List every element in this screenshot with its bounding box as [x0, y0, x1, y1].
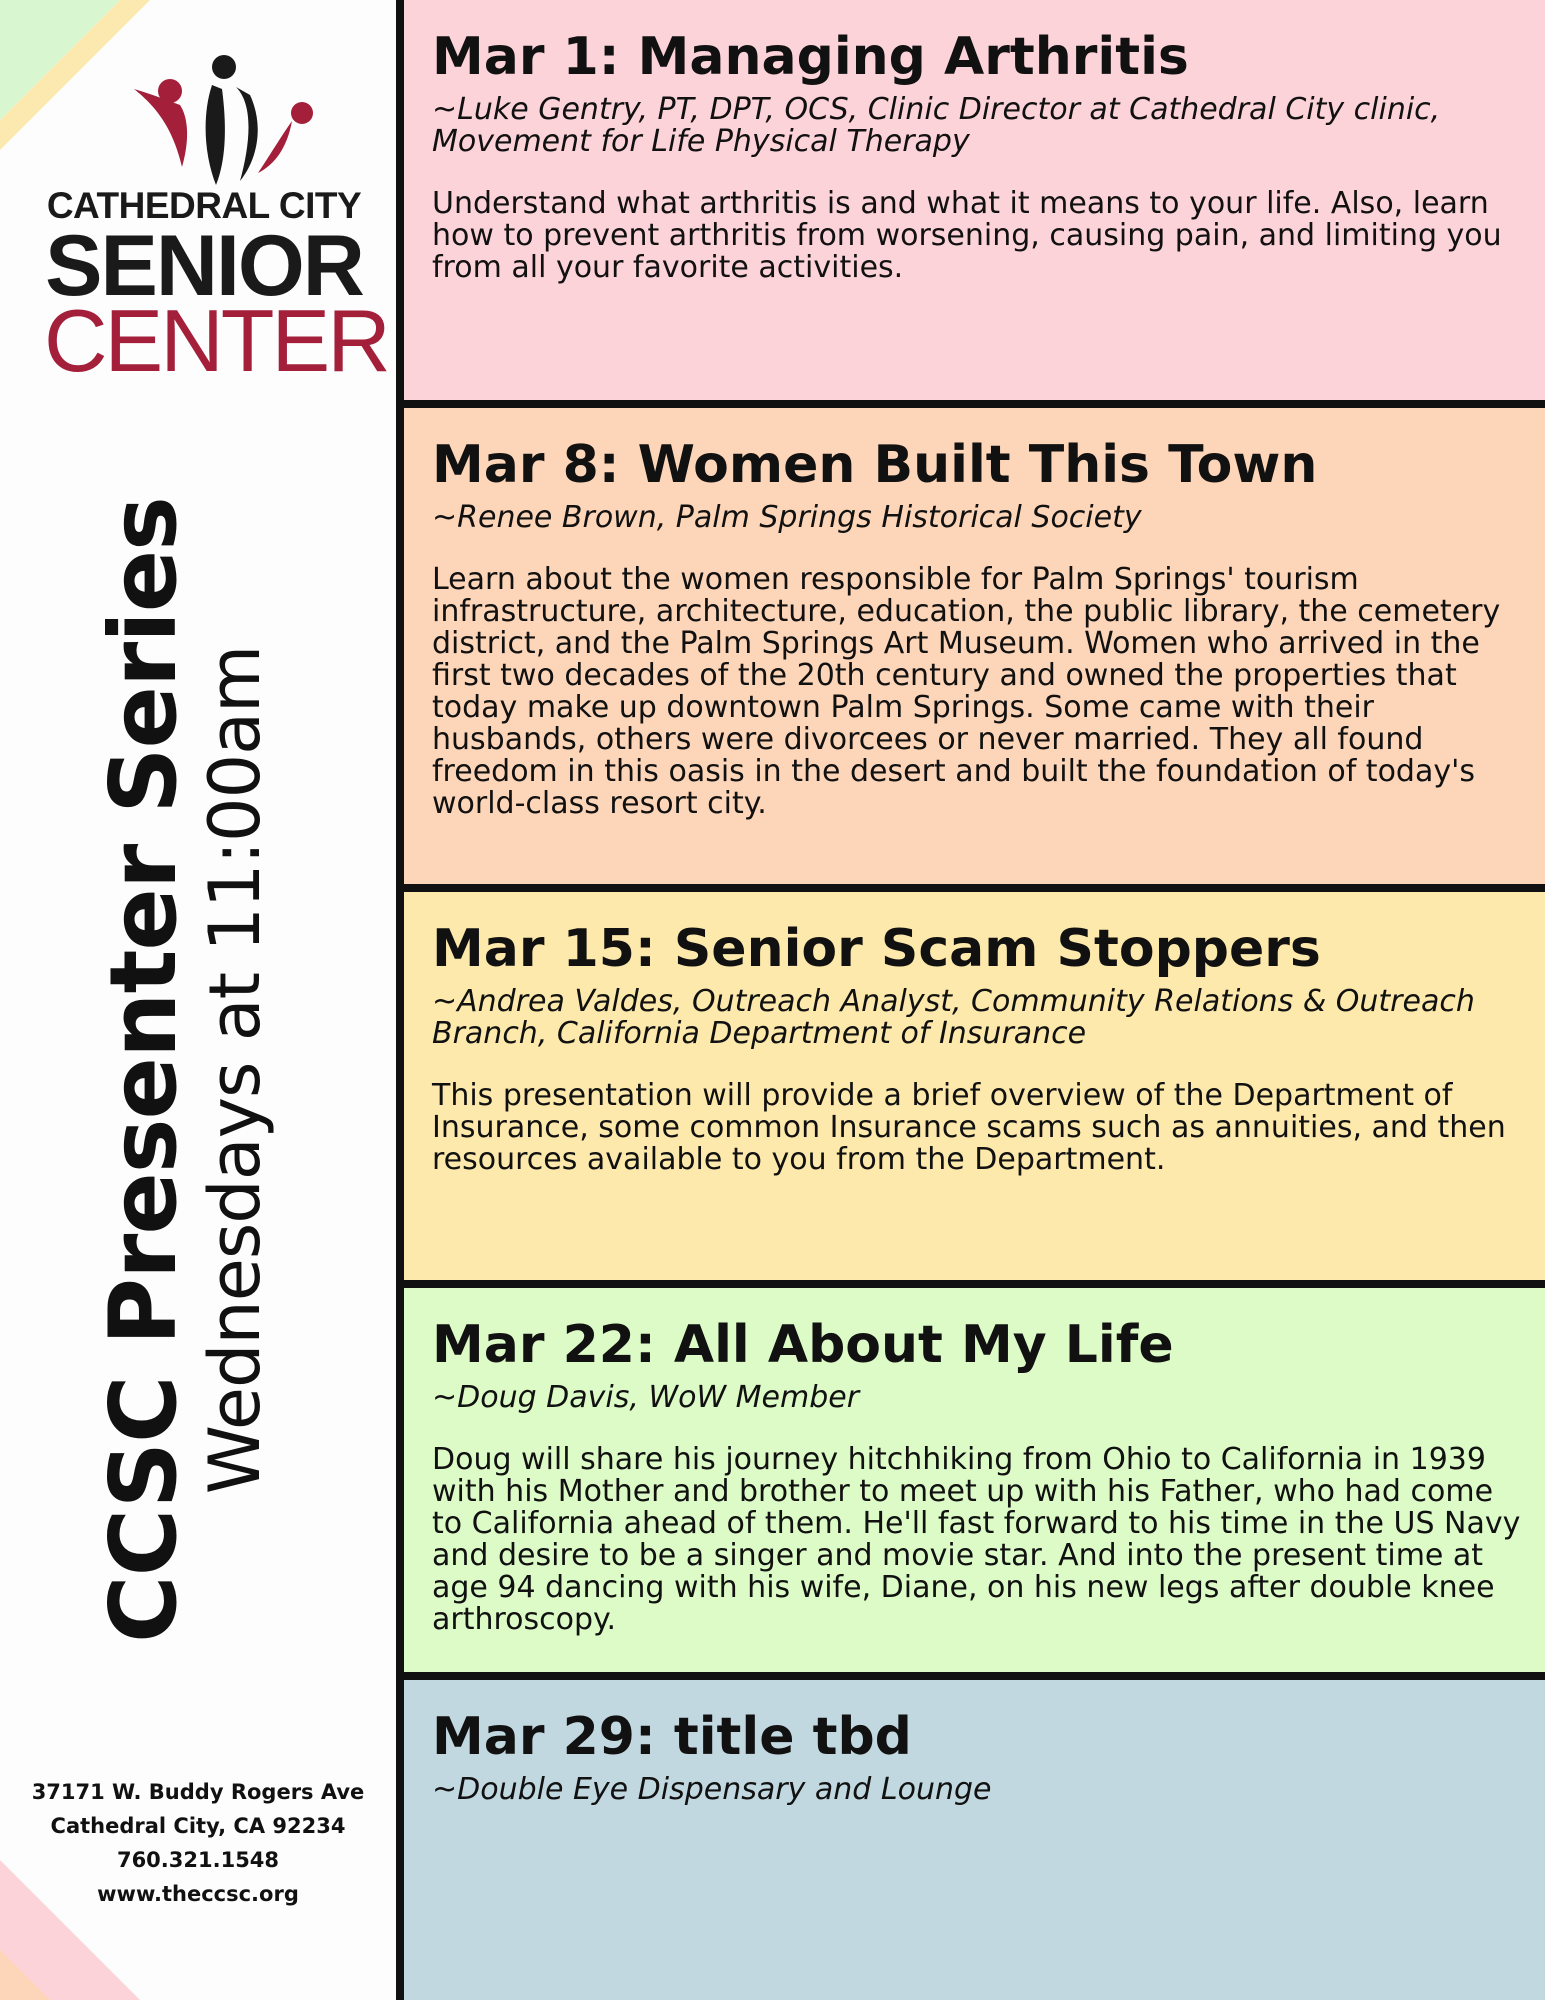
session-title: Mar 29: title tbd — [432, 1707, 912, 1767]
session-presenter: ~Renee Brown, Palm Springs Historical Society — [432, 500, 1142, 535]
phone-number: 760.321.1548 — [116, 1848, 280, 1872]
section-divider — [404, 884, 1545, 892]
section-divider — [404, 1280, 1545, 1288]
series-subtitle: Wednesdays at 11:00am — [194, 645, 276, 1495]
session-presenter: ~Luke Gentry, PT, DPT, OCS, Clinic Director at Cathedral City clinic, Movement for Life Physical Therapy — [432, 92, 1441, 159]
logo-text-line3: CENTER — [44, 291, 388, 390]
section-divider — [404, 1672, 1545, 1680]
session-title: Mar 8: Women Built This Town — [432, 435, 1318, 495]
senior-center-logo — [44, 55, 388, 390]
people-logo-icon — [124, 55, 324, 195]
session-card — [404, 408, 1545, 884]
website-link[interactable]: www.theccsc.org — [97, 1882, 299, 1906]
session-card — [404, 1680, 1545, 2000]
sidebar — [0, 0, 396, 2000]
session-card — [404, 892, 1545, 1280]
section-divider — [404, 400, 1545, 408]
contact-info — [0, 1775, 396, 1911]
session-description: Learn about the women responsible for Palm Springs' tourism infrastructure, architecture, education, the public library, the cemetery district, and the Palm Springs Art Museum. Women who arrived in the first two decades of the 20th century and owned the properties that today make up downtown Palm Springs. Some came with their husbands, others were divorcees or never married. They all found freedom in this oasis in the desert and built the foundation of today's world-class resort city. — [432, 562, 1501, 821]
session-description: This presentation will provide a brief overview of the Department of Insurance, some common Insurance scams such as annuities, and then resources available to you from the Department. — [432, 1078, 1506, 1177]
session-description: Understand what arthritis is and what it means to your life. Also, learn how to prevent arthritis from worsening, causing pain, and limiting you from all your favorite activities. — [432, 186, 1502, 285]
session-title: Mar 22: All About My Life — [432, 1315, 1174, 1375]
series-title: CCSC Presenter Series — [90, 497, 197, 1643]
logo-text-line2: SENIOR — [45, 218, 363, 314]
session-title: Mar 1: Managing Arthritis — [432, 27, 1189, 87]
session-presenter: ~Doug Davis, WoW Member — [432, 1380, 860, 1415]
session-title: Mar 15: Senior Scam Stoppers — [432, 919, 1321, 979]
session-card — [404, 0, 1545, 400]
session-description: Doug will share his journey hitchhiking from Ohio to California in 1939 with his Mother and brother to meet up with his Father, who had come to California ahead of them. He'll fast forward to his time in the US Navy and desire to be a singer and movie star. And into the present time at age 94 dancing with his wife, Diane, on his new legs after double knee arthroscopy. — [432, 1442, 1521, 1637]
session-presenter: ~Double Eye Dispensary and Lounge — [432, 1772, 992, 1807]
logo-text-line1: CATHEDRAL CITY — [46, 185, 362, 226]
session-list — [404, 0, 1545, 2000]
session-card — [404, 1288, 1545, 1672]
vertical-divider — [396, 0, 404, 2000]
address-line1: 37171 W. Buddy Rogers Ave — [31, 1780, 365, 1804]
address-line2: Cathedral City, CA 92234 — [50, 1814, 346, 1838]
session-presenter: ~Andrea Valdes, Outreach Analyst, Community Relations & Outreach Branch, California Department of Insurance — [432, 984, 1475, 1051]
